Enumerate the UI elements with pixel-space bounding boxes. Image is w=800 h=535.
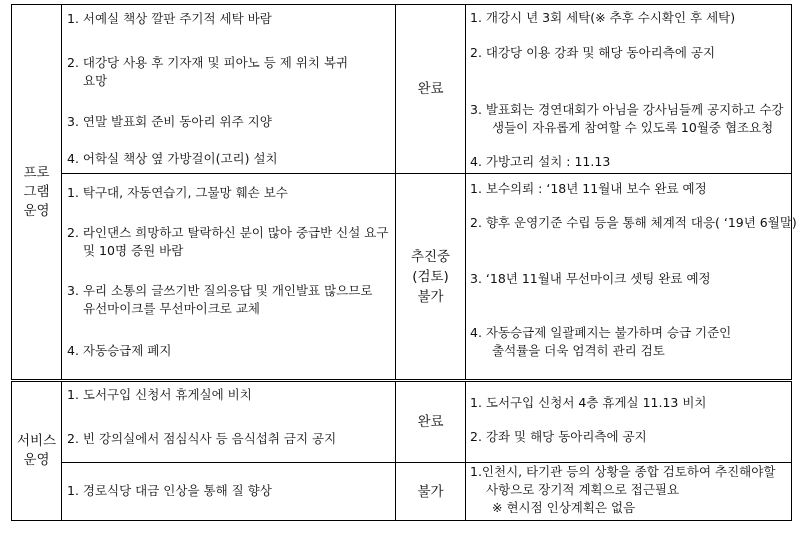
result-list [466,174,797,381]
list-item: 4. 어학실 책상 옆 가방걸이(고리) 설치 [67,151,278,166]
list-item: 1. 경로식당 대금 인상을 통해 질 향상 [67,483,272,498]
status-cell [396,5,466,174]
status-label: (검토) [412,268,449,285]
table-row [12,381,792,463]
list-item: 2. 라인댄스 희망하고 탈락하신 분이 많아 중급반 신설 요구 및 10명 증원 바람 [67,225,389,258]
status-label: 불가 [417,483,444,500]
category-label: 그램 [23,183,50,200]
list-item: 1. 서예실 책상 깔판 주기적 세탁 바람 [67,11,272,26]
category-label: 운영 [23,452,50,468]
status-cell [396,381,466,463]
list-item: 2. 향후 운영기준 수립 등을 통해 체계적 대응( ‘19년 6월말) [470,215,797,230]
status-cell [396,174,466,381]
list-item: 1. 개강시 년 3회 세탁(※ 추후 수시확인 후 세탁) [470,10,736,25]
list-item: 1.인천시, 타기관 등의 상황을 종합 검토하여 추진해야할 사항으로 장기적 계획으로 접근필요 ※ 현시점 인상계획은 없음 [470,464,776,515]
feedback-table [11,4,797,521]
status-label: 완료 [417,81,444,97]
table-row [12,5,792,174]
table-row [12,174,792,381]
status-label: 불가 [417,288,444,305]
status-label: 완료 [417,414,444,430]
list-item: 4. 자동승급제 폐지 [67,343,172,358]
status-label: 추진중 [410,248,451,265]
list-item: 3. 발표회는 경연대회가 아님을 강사님들께 공지하고 수강 생들이 자유롭게 참여할 수 있도록 10월중 협조요청 [470,102,784,135]
category-service [12,381,62,521]
list-item: 2. 강좌 및 해당 동아리측에 공지 [470,429,647,444]
request-list [62,5,396,174]
list-item: 3. 우리 소통의 글쓰기반 질의응답 및 개인발표 많으므로 유선마이크를 무선마이크로 교체 [67,283,373,316]
list-item: 3. 연말 발표회 준비 동아리 위주 지양 [67,114,272,129]
list-item: 3. ‘18년 11월내 무선마이크 셋팅 완료 예정 [470,271,711,286]
request-list [62,174,396,381]
request-list [62,463,396,521]
result-list [466,381,792,463]
category-label: 프로 [23,164,50,181]
list-item: 2. 대강당 사용 후 기자재 및 피아노 등 제 위치 복귀 요망 [67,55,349,88]
category-program [12,5,62,381]
result-list [466,463,792,521]
table-row [12,463,792,521]
list-item: 1. 탁구대, 자동연습기, 그물망 훼손 보수 [67,185,288,200]
list-item: 2. 대강당 이용 강좌 및 해당 동아리측에 공지 [470,45,716,60]
list-item: 4. 자동승급제 일괄폐지는 불가하며 승급 기준인 출석률을 더욱 엄격히 관리 검토 [470,325,732,358]
list-item: 2. 빈 강의실에서 점심식사 등 음식섭취 금지 공지 [67,431,337,446]
list-item: 1. 보수의뢰 : ‘18년 11월내 보수 완료 예정 [470,181,707,196]
list-item: 1. 도서구입 신청서 휴게실에 비치 [67,387,252,402]
status-cell [396,463,466,521]
result-list [466,5,792,174]
category-label: 서비스 [16,433,57,449]
list-item: 4. 가방고리 설치 : 11.13 [470,154,611,169]
request-list [62,381,396,463]
list-item: 1. 도서구입 신청서 4층 휴게실 11.13 비치 [470,395,707,410]
category-label: 운영 [23,202,50,219]
